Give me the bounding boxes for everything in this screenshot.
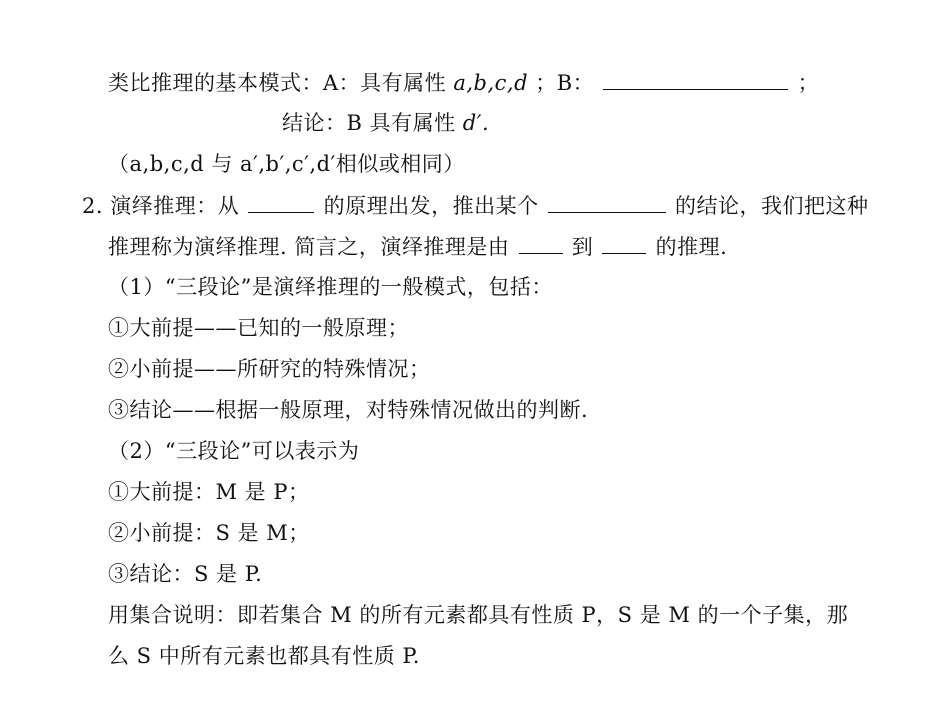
deduction-text-e: 到	[571, 235, 594, 259]
syllogism-form-title: （2）“三段论”可以表示为	[108, 439, 360, 463]
syllogism-item-major: ①大前提——已知的一般原理；	[108, 316, 409, 340]
deduction-text-f: 的推理.	[655, 235, 728, 259]
analogy-conclusion-var: d′.	[462, 111, 490, 135]
syllogism-form-minor: ②小前提：S 是 M；	[108, 521, 310, 545]
syllogism-form-conclusion: ③结论：S 是 P.	[108, 562, 263, 586]
set-explanation-line-1: 用集合说明：即若集合 M 的所有元素都具有性质 P，S 是 M 的一个子集，那	[108, 603, 849, 627]
blank-deduction-to[interactable]	[602, 231, 646, 254]
analogy-attributes: a,b,c,d	[453, 71, 529, 95]
analogy-pattern-text: 类比推理的基本模式：A：具有属性	[108, 71, 447, 95]
analogy-end: ；	[797, 71, 820, 95]
blank-analogy-b[interactable]	[603, 67, 788, 90]
analogy-b-label: ；B：	[535, 71, 595, 95]
deduction-text-d: 推理称为演绎推理. 简言之，演绎推理是由	[108, 235, 510, 259]
blank-deduction-from[interactable]	[519, 231, 563, 254]
syllogism-form-major: ①大前提：M 是 P；	[108, 480, 310, 504]
set-explanation-line-2: 么 S 中所有元素也都具有性质 P.	[108, 644, 420, 668]
syllogism-item-conclusion: ③结论——根据一般原理，对特殊情况做出的判断.	[108, 398, 589, 422]
deduction-text-b: 的原理出发，推出某个	[323, 194, 539, 218]
blank-deduction-specific[interactable]	[548, 190, 666, 213]
deduction-text-c: 的结论，我们把这种	[674, 194, 869, 218]
analogy-conclusion-line	[282, 108, 489, 138]
analogy-pattern-line	[108, 67, 819, 98]
analogy-note: （a,b,c,d 与 a′,b′,c′,d′相似或相同）	[108, 152, 465, 176]
syllogism-item-minor: ②小前提——所研究的特殊情况；	[108, 357, 431, 381]
blank-deduction-general[interactable]	[248, 190, 314, 213]
analogy-conclusion-text: 结论：B 具有属性	[282, 111, 456, 135]
deduction-text-a: 2. 演绎推理：从	[82, 194, 240, 218]
deduction-definition-line-2	[108, 231, 727, 262]
syllogism-title: （1）“三段论”是演绎推理的一般模式，包括：	[108, 275, 553, 299]
deduction-definition-line-1	[82, 190, 868, 221]
